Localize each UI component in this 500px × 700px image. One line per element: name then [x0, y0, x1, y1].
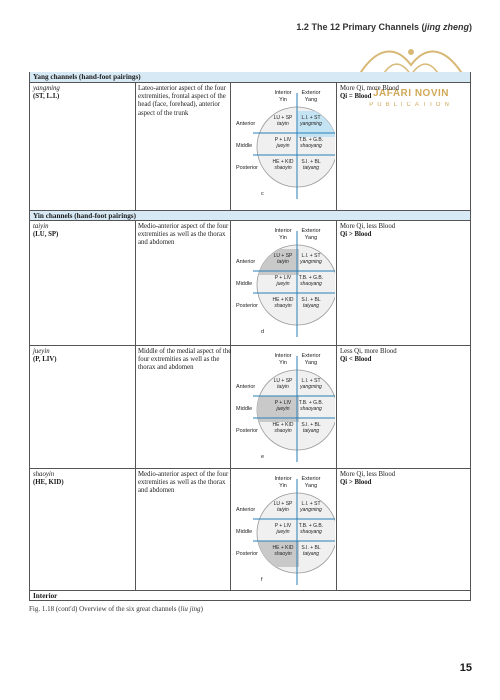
- col-exterior-sub: Yang: [304, 360, 318, 366]
- caption-italic: liu jing: [180, 605, 201, 613]
- pos-exterior-name: taiyang: [302, 428, 320, 434]
- col-interior-label: Interior: [274, 353, 292, 359]
- col-interior-label: Interior: [274, 228, 292, 234]
- qi-blood-ratio: Qi < Blood: [340, 356, 372, 364]
- row-anterior-label: Anterior: [236, 259, 256, 265]
- qi-blood-cell: [340, 348, 420, 364]
- ant-interior-name: taiyin: [277, 121, 289, 127]
- col-exterior-label: Exterior: [301, 353, 321, 359]
- channel-name-cell: [33, 348, 133, 364]
- mid-interior-pair: P + LIV: [274, 400, 292, 406]
- row-middle-label: Middle: [236, 143, 253, 149]
- mid-exterior-pair: T.B. + G.B.: [298, 523, 324, 529]
- watermark-line1: JAFARI NOVIN: [372, 88, 449, 99]
- channel-name: jueyin: [33, 348, 50, 355]
- channel-diagram: [235, 223, 335, 346]
- ant-interior-name: taiyin: [277, 259, 289, 265]
- pos-exterior-name: taiyang: [302, 165, 320, 171]
- channel-name: shaoyin: [33, 471, 55, 478]
- pos-exterior-name: taiyang: [302, 551, 320, 557]
- col-exterior-sub: Yang: [304, 97, 318, 103]
- mid-interior-pair: P + LIV: [274, 137, 292, 143]
- ant-exterior-pair: L.I. + ST: [301, 501, 321, 507]
- channel-abbr: (LU, SP): [33, 231, 59, 239]
- mid-exterior-pair: T.B. + G.B.: [298, 275, 324, 281]
- pos-exterior-pair: S.I. + BL: [301, 297, 321, 303]
- col-exterior-sub: Yang: [304, 483, 318, 489]
- pos-exterior-pair: S.I. + BL: [301, 159, 321, 165]
- channel-name-cell: [33, 223, 133, 239]
- mid-exterior-pair: T.B. + G.B.: [298, 400, 324, 406]
- ant-interior-name: taiyin: [277, 507, 289, 513]
- channel-location: Medio-anterior aspect of the four extremities as well as the thorax and abdomen: [138, 223, 229, 247]
- table-row: [30, 83, 470, 210]
- pos-exterior-name: taiyang: [302, 303, 320, 309]
- ant-interior-name: taiyin: [277, 384, 289, 390]
- ant-exterior-name: yangming: [300, 384, 322, 390]
- qi-blood-ratio: Qi = Blood: [340, 93, 372, 101]
- table-row: [30, 345, 470, 468]
- row-middle-label: Middle: [236, 281, 253, 287]
- mid-interior-pair: P + LIV: [274, 275, 292, 281]
- pos-interior-name: shaoyin: [274, 428, 292, 434]
- ant-exterior-name: yangming: [300, 259, 322, 265]
- channel-diagram: [235, 348, 335, 471]
- qi-blood-cell: [340, 85, 420, 101]
- mid-interior-name: jueyin: [276, 281, 290, 287]
- diagram-letter: e: [261, 454, 265, 460]
- channel-name: taiyin: [33, 223, 49, 230]
- mid-exterior-name: shaoyang: [300, 143, 322, 149]
- section-number: 1.2: [296, 22, 309, 32]
- channel-location: Middle of the medial aspect of the four extremities as well as the thorax and abdomen: [138, 348, 232, 372]
- col-interior-label: Interior: [274, 476, 292, 482]
- row-posterior-label: Posterior: [236, 551, 259, 557]
- watermark-line2: PUBLICATION: [369, 102, 453, 108]
- ant-exterior-pair: L.I. + ST: [301, 115, 321, 121]
- pos-interior-name: shaoyin: [274, 165, 292, 171]
- row-posterior-label: Posterior: [236, 428, 259, 434]
- channel-diagram: [235, 471, 335, 594]
- col-interior-sub: Yin: [279, 483, 287, 489]
- mid-exterior-name: shaoyang: [300, 281, 322, 287]
- row-posterior-label: Posterior: [236, 303, 259, 309]
- section-title: The 12 Primary Channels (: [311, 22, 425, 32]
- qi-blood-text: More Qi, less Blood: [340, 471, 396, 478]
- channel-location: Lateo-anterior aspect of the four extremities, frontal aspect of the head (face, forehead), anterior aspect of the trunk: [138, 85, 226, 117]
- row-posterior-label: Posterior: [236, 165, 259, 171]
- pos-interior-pair: HE + KID: [272, 422, 294, 428]
- pos-interior-name: shaoyin: [274, 303, 292, 309]
- mid-interior-pair: P + LIV: [274, 523, 292, 529]
- ant-exterior-pair: L.I. + ST: [301, 253, 321, 259]
- table-row: [30, 221, 470, 345]
- col-interior-sub: Yin: [279, 360, 287, 366]
- col-interior-label: Interior: [274, 90, 292, 96]
- diagram-letter: c: [261, 191, 264, 197]
- row-anterior-label: Anterior: [236, 384, 256, 390]
- col-exterior-label: Exterior: [301, 228, 321, 234]
- mid-exterior-name: shaoyang: [300, 406, 322, 412]
- qi-blood-ratio: Qi > Blood: [340, 479, 372, 487]
- ant-interior-pair: LU + SP: [273, 115, 293, 121]
- channel-diagram: [235, 85, 335, 208]
- yang-header: Yang channels (hand-foot pairings): [30, 72, 470, 83]
- mid-exterior-pair: T.B. + G.B.: [298, 137, 324, 143]
- pos-interior-pair: HE + KID: [272, 297, 294, 303]
- channel-abbr: (P, LIV): [33, 356, 57, 364]
- channel-name-cell: [33, 471, 133, 487]
- pos-interior-name: shaoyin: [274, 551, 292, 557]
- qi-blood-text: More Qi, more Blood: [340, 85, 399, 92]
- row-anterior-label: Anterior: [236, 507, 256, 513]
- channel-abbr: (ST, L.I.): [33, 93, 60, 101]
- mid-exterior-name: shaoyang: [300, 529, 322, 535]
- qi-blood-cell: [340, 223, 420, 239]
- channel-name: yangming: [33, 85, 60, 92]
- ant-interior-pair: LU + SP: [273, 501, 293, 507]
- col-exterior-sub: Yang: [304, 235, 318, 241]
- ant-interior-pair: LU + SP: [273, 253, 293, 259]
- channel-location: Medio-anterior aspect of the four extremities as well as the thorax and abdomen: [138, 471, 229, 495]
- pos-exterior-pair: S.I. + BL: [301, 545, 321, 551]
- running-head: [296, 22, 472, 32]
- col-exterior-label: Exterior: [301, 90, 321, 96]
- row-middle-label: Middle: [236, 529, 253, 535]
- section-title-italic: jing zheng: [424, 22, 469, 32]
- row-anterior-label: Anterior: [236, 121, 256, 127]
- ant-exterior-pair: L.I. + ST: [301, 378, 321, 384]
- figure-caption: [29, 605, 203, 613]
- channel-name-cell: [33, 85, 133, 101]
- ant-exterior-name: yangming: [300, 121, 322, 127]
- pos-exterior-pair: S.I. + BL: [301, 422, 321, 428]
- interior-footer: Interior: [30, 590, 470, 602]
- ant-exterior-name: yangming: [300, 507, 322, 513]
- qi-blood-text: Less Qi, more Blood: [340, 348, 397, 355]
- channels-table: [29, 72, 471, 601]
- mid-interior-name: jueyin: [276, 143, 290, 149]
- ant-interior-pair: LU + SP: [273, 378, 293, 384]
- pos-interior-pair: HE + KID: [272, 159, 294, 165]
- qi-blood-ratio: Qi > Blood: [340, 231, 372, 239]
- qi-blood-cell: [340, 471, 420, 487]
- row-middle-label: Middle: [236, 406, 253, 412]
- section-title-end: ): [469, 22, 472, 32]
- diagram-letter: f: [261, 577, 263, 583]
- pos-interior-pair: HE + KID: [272, 545, 294, 551]
- yin-header: Yin channels (hand-foot pairings): [30, 210, 470, 221]
- mid-interior-name: jueyin: [276, 406, 290, 412]
- mid-interior-name: jueyin: [276, 529, 290, 535]
- caption-end: ): [200, 605, 203, 613]
- diagram-letter: d: [261, 329, 265, 335]
- col-interior-sub: Yin: [279, 235, 287, 241]
- channel-abbr: (HE, KID): [33, 479, 64, 487]
- col-interior-sub: Yin: [279, 97, 287, 103]
- qi-blood-text: More Qi, less Blood: [340, 223, 396, 230]
- caption-text: Fig. 1.18 (cont'd) Overview of the six great channels (: [29, 605, 181, 613]
- page-number: 15: [459, 662, 472, 674]
- table-row: [30, 468, 470, 590]
- col-exterior-label: Exterior: [301, 476, 321, 482]
